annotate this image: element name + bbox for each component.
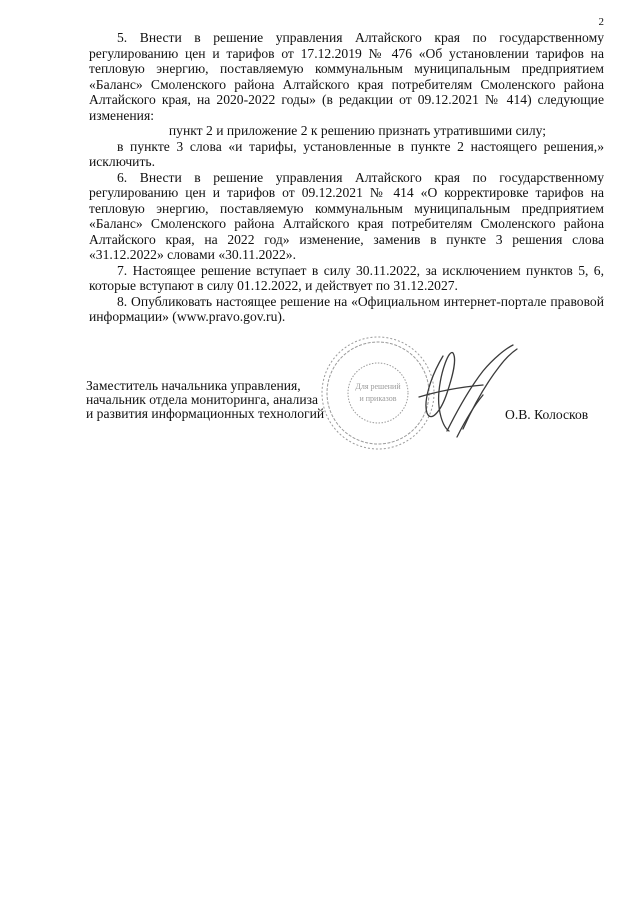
paragraph-7: 7. Настоящее решение вступает в силу 30.11.2022, за исключением пунктов 5, 6, которые вступают в силу 01.12.2022, и действует по 31.12.2027. bbox=[89, 262, 604, 293]
stamp-text-line-1: Для решений bbox=[355, 382, 401, 391]
paragraph-5-item-1: пункт 2 и приложение 2 к решению признать утратившими силу; bbox=[168, 123, 547, 138]
paragraph-8: 8. Опубликовать настоящее решение на «Официальном интернет-портале правовой информации» (www.pravo.gov.ru). bbox=[89, 293, 604, 324]
document-body bbox=[89, 30, 604, 325]
page-number: 2 bbox=[598, 16, 604, 28]
paragraph-5: 5. Внести в решение управления Алтайского края по государственному регулированию цен и тарифов от 17.12.2019 № 476 «Об установлении тарифов на тепловую энергию, поставляемую коммунальным муниципальным предприятием «Баланс» Смоленского района Алтайского края потребителям Смоленского района Алтайского края, на 2020-2022 годы» (в редакции от 09.12.2021 № 414) следующие изменения: bbox=[89, 30, 604, 123]
position-line-3: и развития информационных технологий bbox=[86, 406, 325, 421]
position-line-1: Заместитель начальника управления, bbox=[86, 378, 301, 393]
paragraph-5-item-2: в пункте 3 слова «и тарифы, установленные в пункте 2 настоящего решения,» исключить. bbox=[89, 138, 604, 169]
stamp-text-line-2: и приказов bbox=[359, 394, 397, 403]
paragraph-6: 6. Внести в решение управления Алтайского края по государственному регулированию цен и тарифов от 09.12.2021 № 414 «О корректировке тарифов на тепловую энергию, поставляемую коммунальным муниципальным предприятием «Баланс» Смоленского района Алтайского края потребителям Смоленского района Алтайского края, на 2022 год» изменение, заменив в пункте 3 решения слова «31.12.2022» словами «30.11.2022». bbox=[89, 169, 604, 262]
position-line-2: начальник отдела мониторинга, анализа bbox=[86, 392, 319, 407]
signatory-name: О.В. Колосков bbox=[505, 407, 589, 422]
signatory-position bbox=[86, 379, 346, 421]
handwritten-signature bbox=[413, 341, 523, 441]
